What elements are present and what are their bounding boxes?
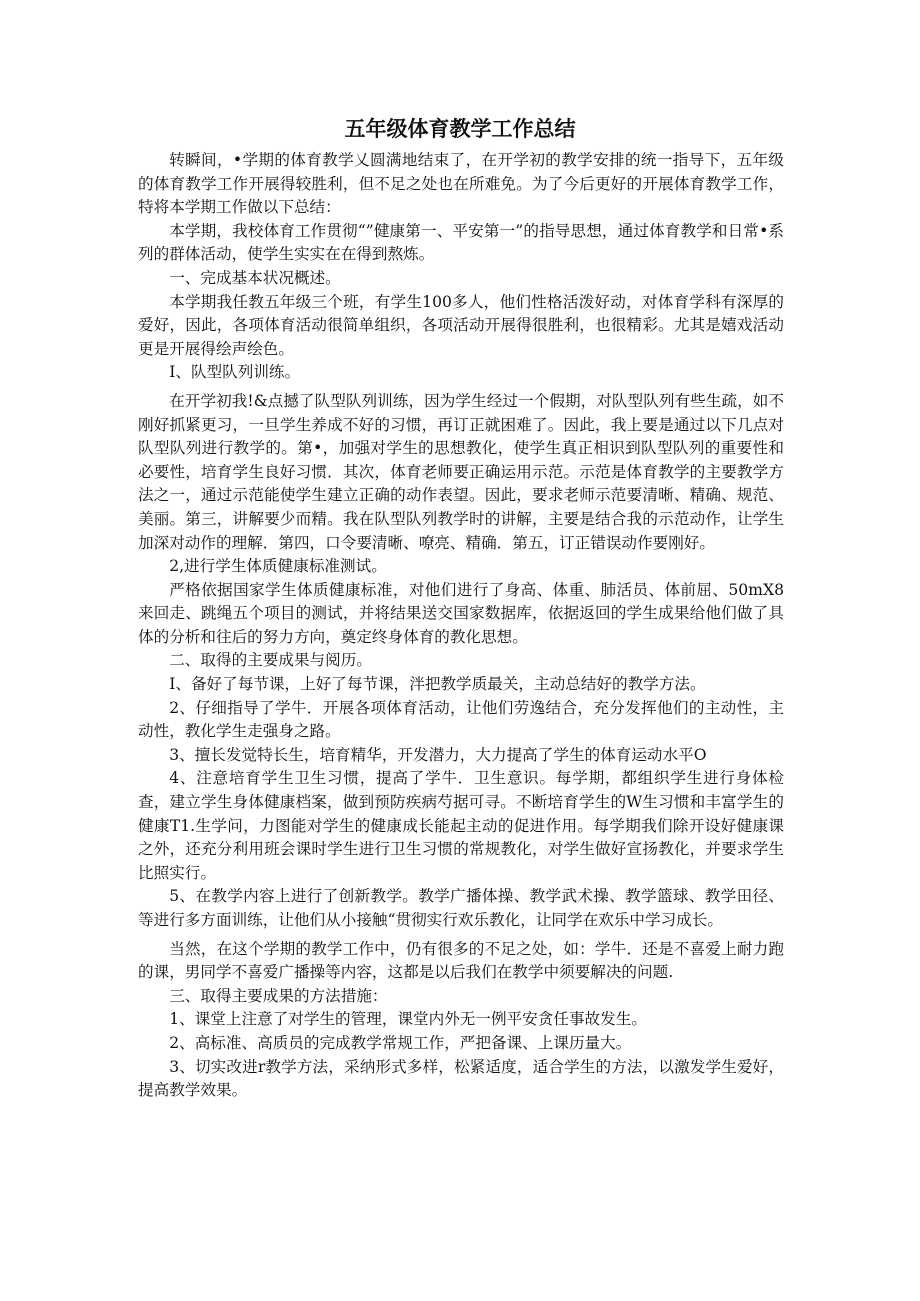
list-item-2: 2、仔细指导了学牛．开展各项体育活动，让他们劳逸结合，充分发挥他们的主动性，主动性，教化学生走强身之路。 (138, 698, 784, 741)
list-item-1: I、备好了每节课，上好了每节课，泮把教学质最关，主动总结好的教学方法。 (169, 675, 706, 694)
heading-item-1: I、队型队列训练。 (169, 363, 301, 382)
document-body (138, 149, 784, 1103)
heading-item-2: 2,进行学生体质健康标准测试。 (169, 557, 387, 576)
measure-item-2: 2、高标准、高质员的完成教学常规工作，严把备课、上课历量大。 (169, 1033, 632, 1052)
list-item-5: 5、在教学内容上进行了创新教学。教学广播体操、教学武术操、教学篮球、教学田径、等进行多方面训练，让他们从小接触“贯彻实行欢乐教化，让同学在欢乐中学习成长。 (138, 887, 784, 929)
measure-item-3: 3、切实改进r教学方法，采纳形式多样，松紧适度，适合学生的方法，以激发学生爱好，提高教学效果。 (138, 1057, 784, 1100)
document-title: 五年级体育教学工作总结 (344, 116, 576, 141)
paragraph-shortcomings: 当然，在这个学期的教学工作中，仍有很多的不足之处，如：学牛．还是不喜爱上耐力跑的课，男同学不喜爱广播操等内容，这都是以后我们在教学中须要解决的问题. (138, 939, 784, 982)
list-item-4: 4、注意培育学生卫生习惯，提高了学牛．卫生意识。每学期，都组织学生进行身体检查，建立学生身体健康档案，做到预防疾病芍据可寻。不断培育学生的W生习惯和丰富学生的健康T1.生学问，力图能对学生的健康成长能起主动的促进作用。每学期我们除开设好健康课之外，还充分利用班会课时学生进行卫生习惯的常规教化，对学生做好宣扬教化，并要求学生比照实行。 (138, 769, 784, 882)
heading-section-2: 二、取得的主要成果与阅历。 (169, 651, 372, 670)
heading-section-3: 三、取得主要成果的方法措施： (169, 986, 388, 1005)
paragraph-fitness-test: 严格依据国家学生体质健康标准，对他们进行了身高、体重、肺活员、体前屈、50mX8来回走、跳绳五个项目的测试，并将结果送交国家数据库，依据返回的学生成果给他们做了具体的分析和往后的努力方向，奠定终身体育的教化思想。 (138, 580, 784, 646)
paragraph-intro: 转瞬间，•学期的体育教学乂圆满地结束了，在开学初的教学安排的统一指导下，五年级的体育教学工作开展得较胜利，但不足之处也在所难免。为了今后更好的开展体育教学工作，特将本学期工作做以下总结： (138, 151, 784, 217)
heading-section-1: 一、完成基本状况概述。 (169, 268, 341, 287)
list-item-3: 3、擅长发觉特长生，培育精华，开发潜力，大力提高了学生的体育运动水平O (169, 745, 707, 764)
paragraph-class-overview: 本学期我任教五年级三个班，有学生100多人，他们性格活泼好动，对体育学科有深厚的爱好，因此，各项体育活动很简单组织，各项活动开展得很胜利，也很精彩。尤其是嬉戏活动更是开展得绘声绘色。 (138, 292, 784, 358)
paragraph-formation-training: 在开学初我!&点撼了队型队列训练，因为学生经过一个假期，对队型队列有些生疏，如不刚好抓紧更习，一旦学生养成不好的习惯，再订正就困难了。因此，我上要是通过以下几点对队型队列进行教学的。第•，加强对学生的思想教化，使学生真正相识到队型队列的重要性和必要性，培育学生良好习惯．其次，体育老师要正确运用示范。示范是体育教学的主要教学方法之一，通过示范能使学生建立正确的动作表望。因此，要求老师示范要清晰、精确、规范、美丽。第三，讲解要少而精。我在队型队列教学时的讲解，主要是结合我的示范动作，让学生加深对动作的理解．第四，口令要清晰、嘹亮、精确．第五，订正错误动作要刚好。 (138, 391, 784, 552)
measure-item-1: 1、课堂上注意了对学生的管理，课堂内外无一例平安贪任事故发生。 (169, 1010, 647, 1029)
paragraph-guiding-idea: 本学期，我校体育工作贯彻“”健康第一、平安第一”的指导思想，通过体育教学和日常•系列的群体活动，使学生实实在在得到熬炼。 (138, 221, 784, 264)
